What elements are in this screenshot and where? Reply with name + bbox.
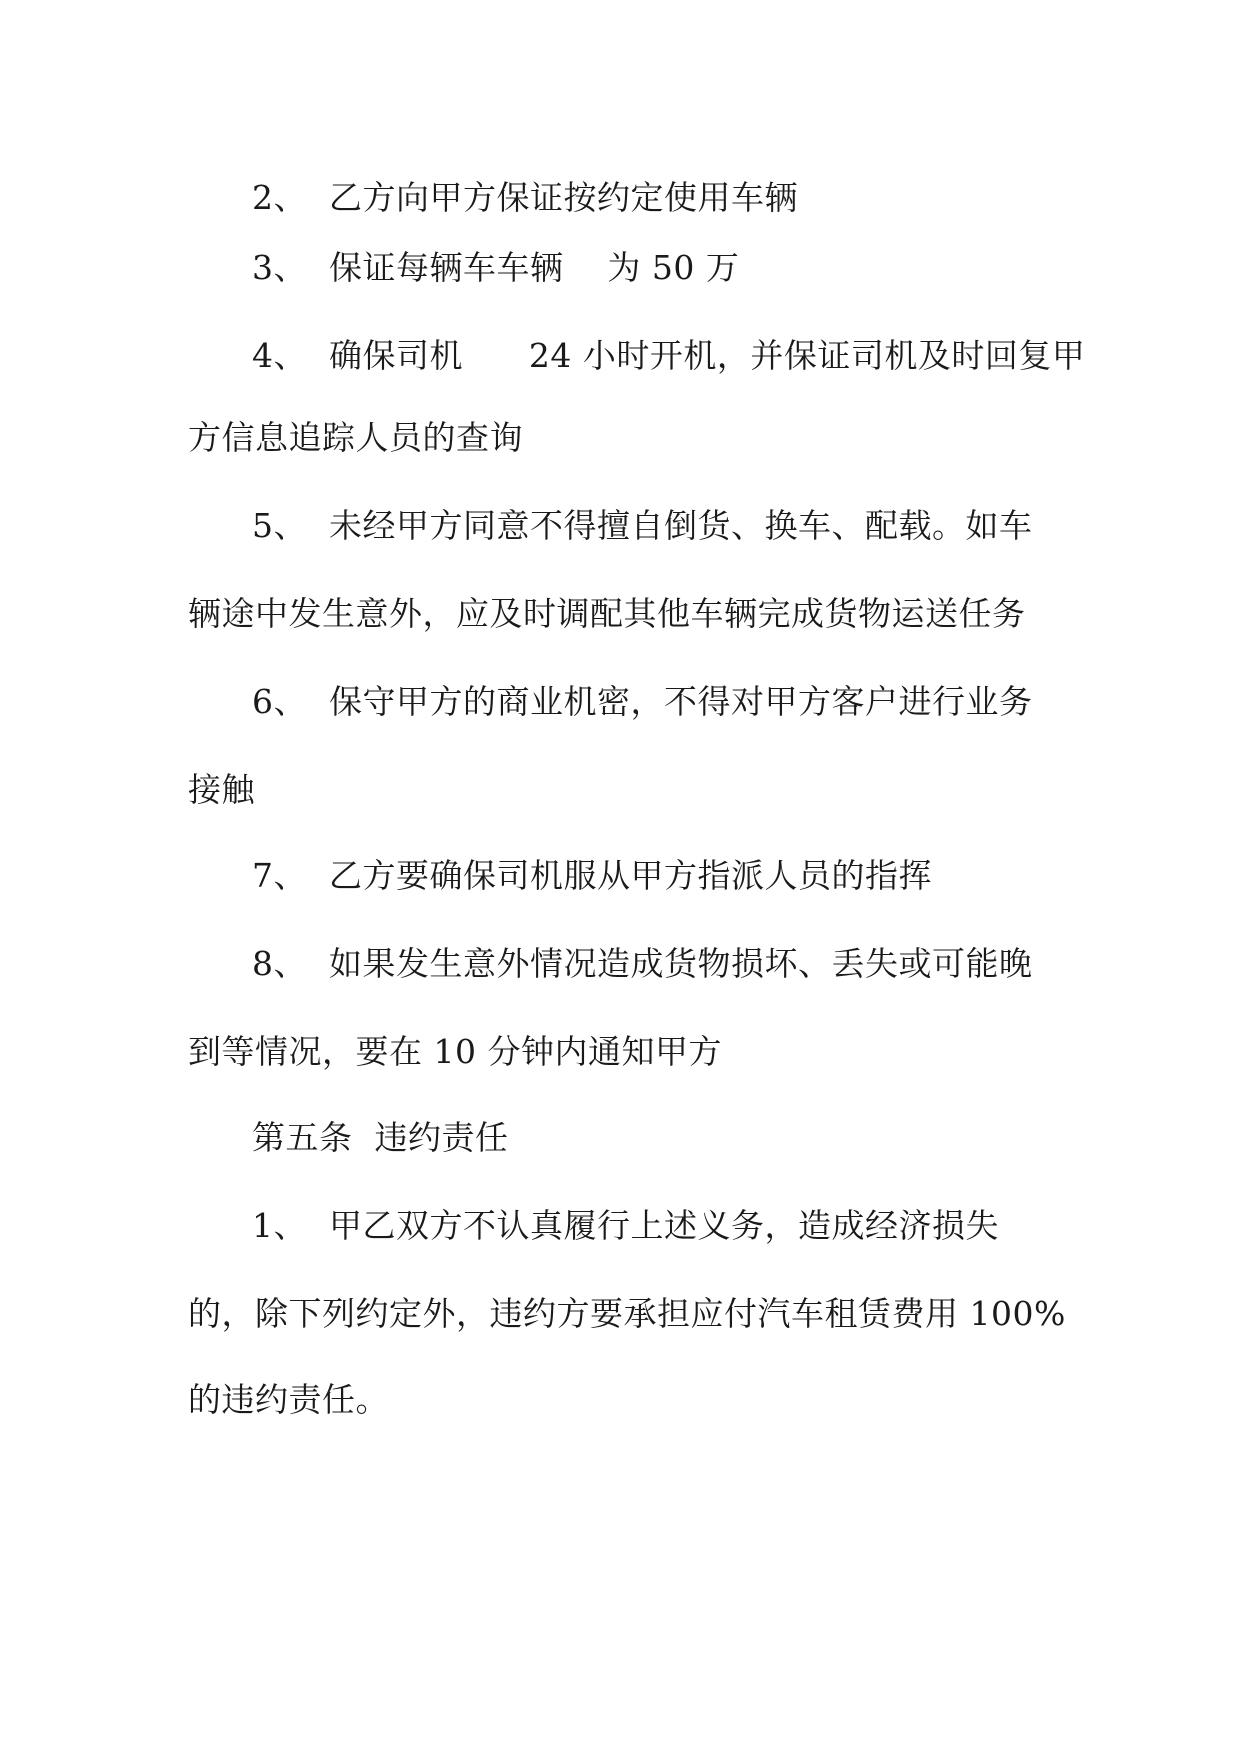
clause-7: 7、 乙方要确保司机服从甲方指派人员的指挥 xyxy=(252,856,932,895)
clause-2: 2、 乙方向甲方保证按约定使用车辆 xyxy=(252,178,798,217)
clause-4-continuation: 方信息追踪人员的查询 xyxy=(188,418,523,457)
clause-6-continuation: 接触 xyxy=(188,770,255,809)
clause-4: 4、 确保司机 24 小时开机，并保证司机及时回复甲 xyxy=(252,336,1086,375)
liability-clause-1-continuation: 的，除下列约定外，违约方要承担应付汽车租赁费用 100% xyxy=(188,1294,1066,1333)
clause-8-continuation: 到等情况，要在 10 分钟内通知甲方 xyxy=(188,1032,722,1071)
clause-8: 8、 如果发生意外情况造成货物损坏、丢失或可能晚 xyxy=(252,944,1033,983)
article-5-heading: 第五条 违约责任 xyxy=(252,1118,509,1157)
clause-6: 6、 保守甲方的商业机密，不得对甲方客户进行业务 xyxy=(252,682,1033,721)
clause-5: 5、 未经甲方同意不得擅自倒货、换车、配载。如车 xyxy=(252,506,1033,545)
liability-clause-1: 1、 甲乙双方不认真履行上述义务，造成经济损失 xyxy=(252,1206,999,1245)
clause-5-continuation: 辆途中发生意外，应及时调配其他车辆完成货物运送任务 xyxy=(188,594,1026,633)
liability-clause-1-end: 的违约责任。 xyxy=(188,1380,389,1419)
clause-3: 3、 保证每辆车车辆 为 50 万 xyxy=(252,248,740,287)
